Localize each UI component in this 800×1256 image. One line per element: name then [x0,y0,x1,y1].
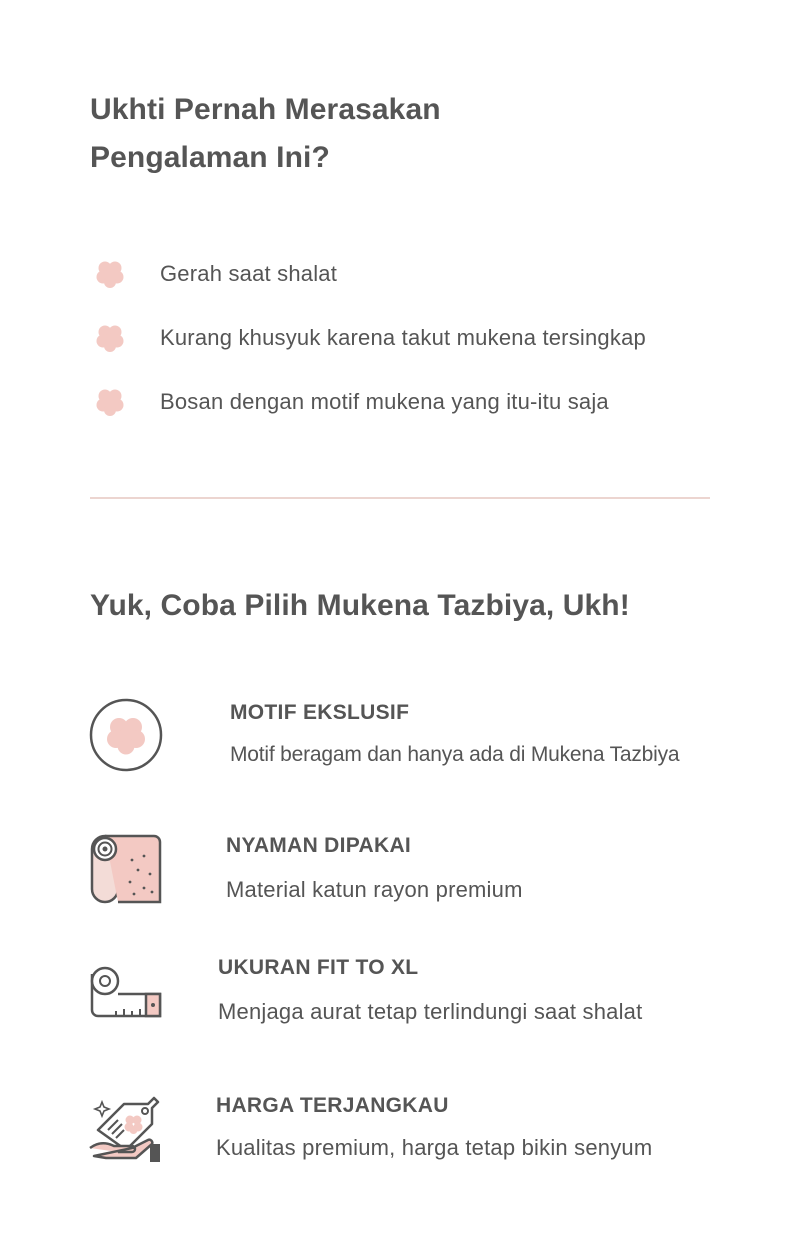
measuring-tape-icon [88,952,164,1028]
feature-description: Material katun rayon premium [226,877,523,902]
flower-icon [92,256,128,292]
flower-icon [92,384,128,420]
price-tag-hand-icon [88,1090,164,1166]
feature-description: Motif beragam dan hanya ada di Mukena Tazbiya [230,743,680,766]
feature-description: Kualitas premium, harga tetap bikin senyum [216,1135,653,1160]
list-item-text: Gerah saat shalat [160,261,338,286]
feature-item-comfort [88,830,728,920]
feature-item-size [88,952,728,1042]
pain-point-list [90,242,730,434]
feature-title: UKURAN FIT TO XL [218,956,419,979]
list-item-text: Kurang khusyuk karena takut mukena tersingkap [160,325,646,350]
list-item-text: Bosan dengan motif mukena yang itu-itu saja [160,389,609,414]
flower-badge-icon [88,697,164,773]
feature-item-motif [88,697,728,787]
heading-line-1: Ukhti Pernah Merasakan [90,93,441,126]
fabric-roll-icon [88,830,164,906]
list-item [90,306,730,370]
section-heading-experience [90,86,510,182]
feature-title: MOTIF EKSLUSIF [230,701,410,724]
feature-description: Menjaga aurat tetap terlindungi saat shalat [218,999,643,1024]
feature-title: HARGA TERJANGKAU [216,1094,449,1117]
flower-icon [92,320,128,356]
heading-line-2: Pengalaman Ini? [90,141,330,174]
list-item [90,370,730,434]
section-heading-features: Yuk, Coba Pilih Mukena Tazbiya, Ukh! [90,589,630,622]
feature-item-price [88,1090,728,1180]
section-divider [90,497,710,499]
feature-title: NYAMAN DIPAKAI [226,834,412,857]
list-item [90,242,730,306]
